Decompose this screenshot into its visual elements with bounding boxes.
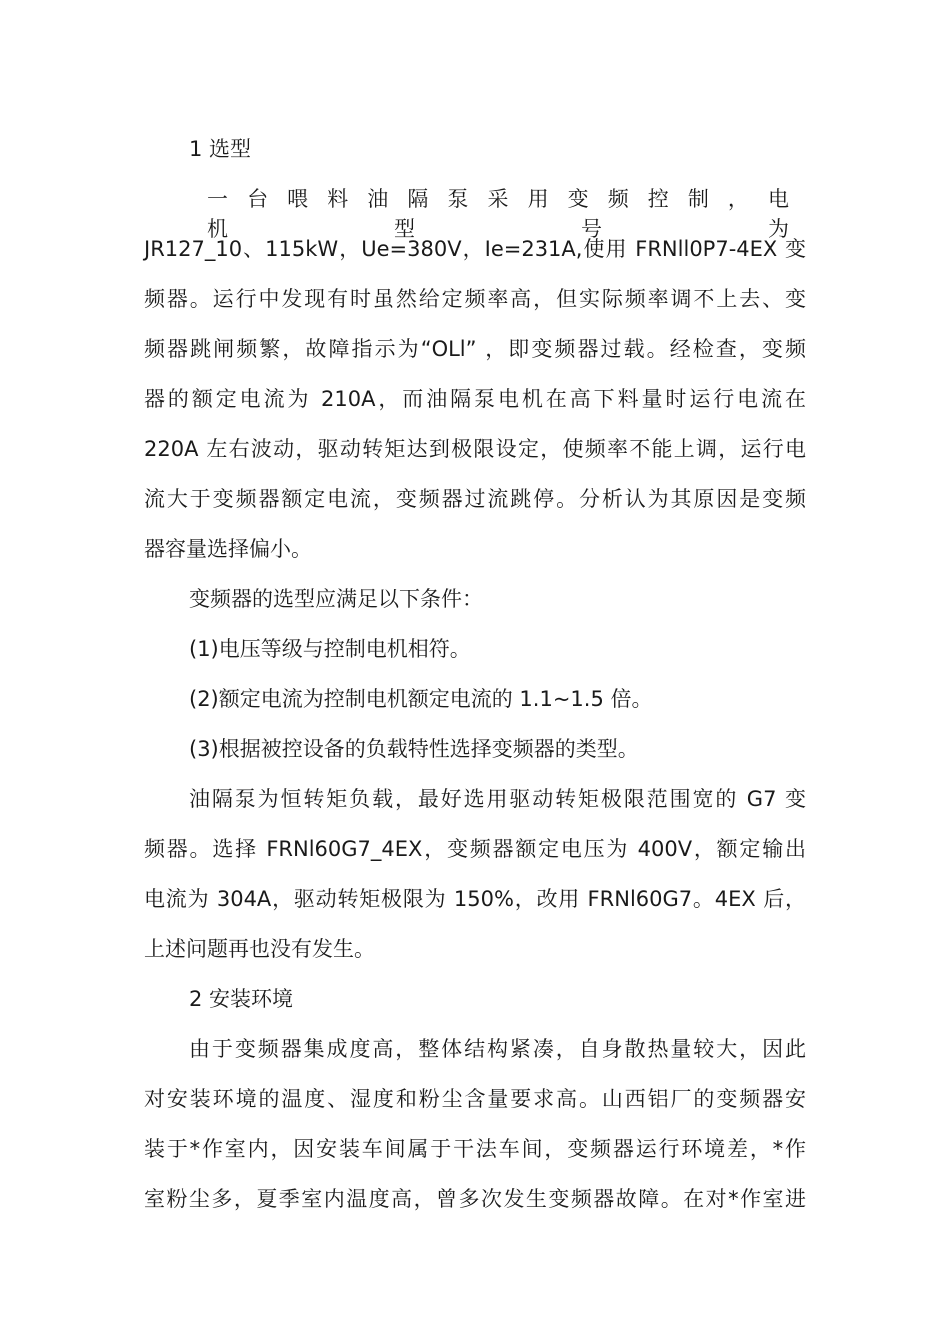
paragraph-1-line-5: 器的额定电流为 210A，而油隔泵电机在高下料量时运行电流在 [144, 387, 806, 411]
paragraph-1-line-1: 一台喂料油隔泵采用变频控制，电机型号为 [207, 187, 806, 241]
paragraph-4-line-1: 由于变频器集成度高，整体结构紧凑，自身散热量较大，因此 [189, 1037, 806, 1061]
paragraph-3-line-1: 油隔泵为恒转矩负载，最好选用驱动转矩极限范围宽的 G7 变 [189, 787, 806, 811]
paragraph-4-line-2: 对安装环境的温度、湿度和粉尘含量要求高。山西铝厂的变频器安 [144, 1087, 806, 1111]
section-heading-1: 1 选型 [189, 137, 252, 161]
paragraph-4-line-3: 装于*作室内，因安装车间属于干法车间，变频器运行环境差，*作 [144, 1137, 806, 1161]
paragraph-4-line-4: 室粉尘多，夏季室内温度高，曾多次发生变频器故障。在对*作室进 [144, 1187, 806, 1211]
paragraph-1-line-2: JR127_10、115kW，Ue=380V，Ie=231A,使用 FRNll0P7-4EX 变 [144, 237, 806, 261]
paragraph-1-line-4: 频器跳闸频繁，故障指示为“OLl” ，即变频器过载。经检查，变频 [144, 337, 806, 361]
list-item-2: (2)额定电流为控制电机额定电流的 1.1~1.5 倍。 [189, 687, 653, 711]
paragraph-1-line-3: 频器。运行中发现有时虽然给定频率高，但实际频率调不上去、变 [144, 287, 806, 311]
section-heading-2: 2 安装环境 [189, 987, 294, 1011]
paragraph-3-line-4: 上述问题再也没有发生。 [144, 937, 375, 961]
paragraph-3-line-3: 电流为 304A，驱动转矩极限为 150%，改用 FRNl60G7。4EX 后， [144, 887, 806, 911]
list-item-3: (3)根据被控设备的负载特性选择变频器的类型。 [189, 737, 639, 761]
paragraph-2: 变频器的选型应满足以下条件： [189, 587, 483, 611]
paragraph-1-line-8: 器容量选择偏小。 [144, 537, 312, 561]
paragraph-1-line-7: 流大于变频器额定电流，变频器过流跳停。分析认为其原因是变频 [144, 487, 806, 511]
paragraph-3-line-2: 频器。选择 FRNl60G7_4EX，变频器额定电压为 400V，额定输出 [144, 837, 806, 861]
paragraph-1-line-6: 220A 左右波动，驱动转矩达到极限设定，使频率不能上调，运行电 [144, 437, 806, 461]
list-item-1: (1)电压等级与控制电机相符。 [189, 637, 471, 661]
